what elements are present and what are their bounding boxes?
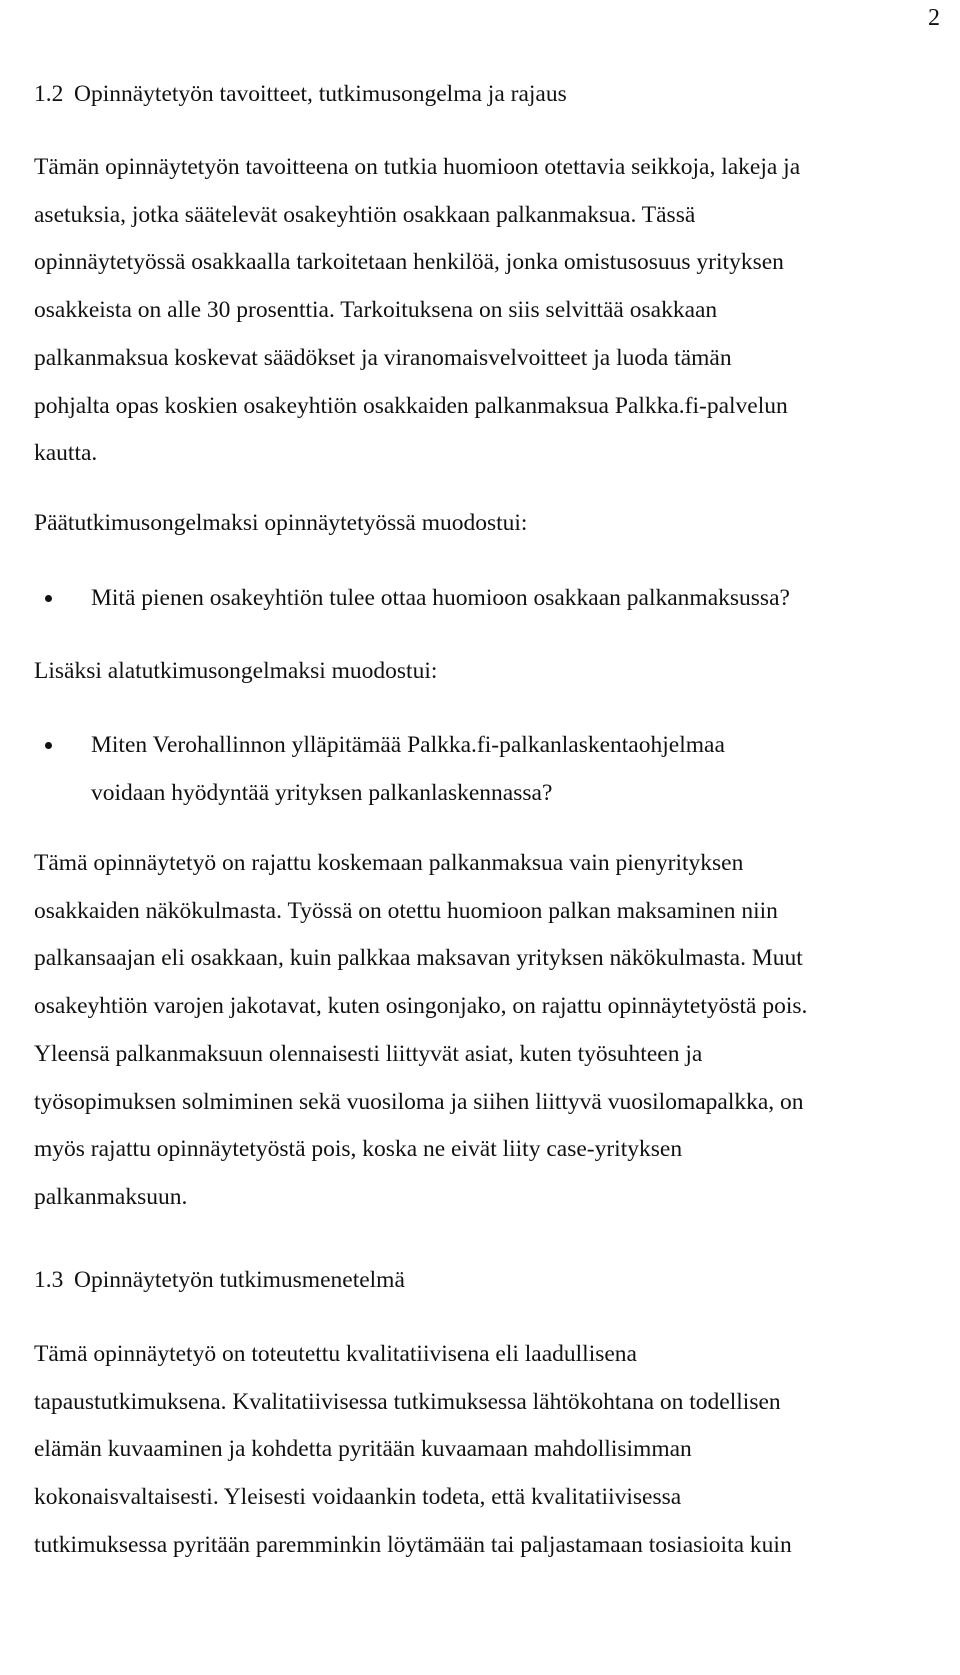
text-line: Mitä pienen osakeyhtiön tulee ottaa huomioon osakkaan palkanmaksussa?	[91, 585, 790, 611]
section-title: Opinnäytetyön tutkimusmenetelmä	[74, 1267, 405, 1293]
text-line: tapaustutkimuksena. Kvalitatiivisessa tutkimuksessa lähtökohtana on todellisen	[34, 1388, 781, 1415]
section-number: 1.2	[34, 81, 64, 107]
text-line: palkansaajan eli osakkaan, kuin palkkaa maksavan yrityksen näkökulmasta. Muut	[34, 945, 803, 972]
section-number: 1.3	[34, 1267, 64, 1293]
paragraph-objectives	[34, 144, 946, 478]
bullet-icon	[45, 742, 52, 749]
text-line: osakkaiden näkökulmasta. Työssä on otettu huomioon palkan maksaminen niin	[34, 897, 778, 924]
section-heading-1-2	[34, 77, 567, 111]
paragraph-scope	[34, 840, 946, 1222]
bullet-text	[91, 575, 790, 623]
section-title: Opinnäytetyön tavoitteet, tutkimusongelma ja rajaus	[74, 81, 567, 107]
text-line: elämän kuvaaminen ja kohdetta pyritään kuvaamaan mahdollisimman	[34, 1436, 692, 1463]
text-line: Tämän opinnäytetyön tavoitteena on tutkia huomioon otettavia seikkoja, lakeja ja	[34, 154, 801, 180]
paragraph-method	[34, 1331, 946, 1570]
main-problem-intro: Päätutkimusongelmaksi opinnäytetyössä muodostui:	[34, 510, 528, 536]
text-line: kokonaisvaltaisesti. Yleisesti voidaankin todeta, että kvalitatiivisessa	[34, 1484, 682, 1511]
text-line: Tämä opinnäytetyö on toteutettu kvalitatiivisena eli laadullisena	[34, 1341, 637, 1367]
bullet-text	[91, 722, 725, 817]
text-line: Miten Verohallinnon ylläpitämää Palkka.fi-palkanlaskentaohjelmaa	[91, 732, 725, 758]
text-line: opinnäytetyössä osakkaalla tarkoitetaan henkilöä, jonka omistusosuus yrityksen	[34, 249, 784, 276]
text-line: myös rajattu opinnäytetyöstä pois, koska ne eivät liity case-yrityksen	[34, 1136, 683, 1163]
text-line: asetuksia, jotka säätelevät osakeyhtiön osakkaan palkanmaksua. Tässä	[34, 201, 696, 228]
text-line: palkanmaksua koskevat säädökset ja viranomaisvelvoitteet ja luoda tämän	[34, 344, 732, 371]
text-line: pohjalta opas koskien osakeyhtiön osakkaiden palkanmaksua Palkka.fi-palvelun	[34, 392, 788, 419]
page-number: 2	[928, 5, 940, 31]
text-line: tutkimuksessa pyritään paremminkin löytämään tai paljastamaan tosiasioita kuin	[34, 1531, 792, 1558]
sub-problem-intro: Lisäksi alatutkimusongelmaksi muodostui:	[34, 658, 438, 684]
section-heading-1-3	[34, 1263, 405, 1297]
text-line: työsopimuksen solmiminen sekä vuosiloma ja siihen liittyvä vuosilomapalkka, on	[34, 1088, 804, 1115]
text-line: kautta.	[34, 440, 98, 467]
text-line: osakkeista on alle 30 prosenttia. Tarkoituksena on siis selvittää osakkaan	[34, 297, 718, 324]
text-line: Tämä opinnäytetyö on rajattu koskemaan palkanmaksua vain pienyrityksen	[34, 850, 744, 876]
text-line: osakeyhtiön varojen jakotavat, kuten osingonjako, on rajattu opinnäytetyöstä pois.	[34, 993, 808, 1020]
bullet-icon	[45, 595, 52, 602]
text-line: voidaan hyödyntää yrityksen palkanlaskennassa?	[91, 779, 553, 806]
text-line: Yleensä palkanmaksuun olennaisesti liittyvät asiat, kuten työsuhteen ja	[34, 1040, 703, 1067]
text-line: palkanmaksuun.	[34, 1183, 188, 1210]
